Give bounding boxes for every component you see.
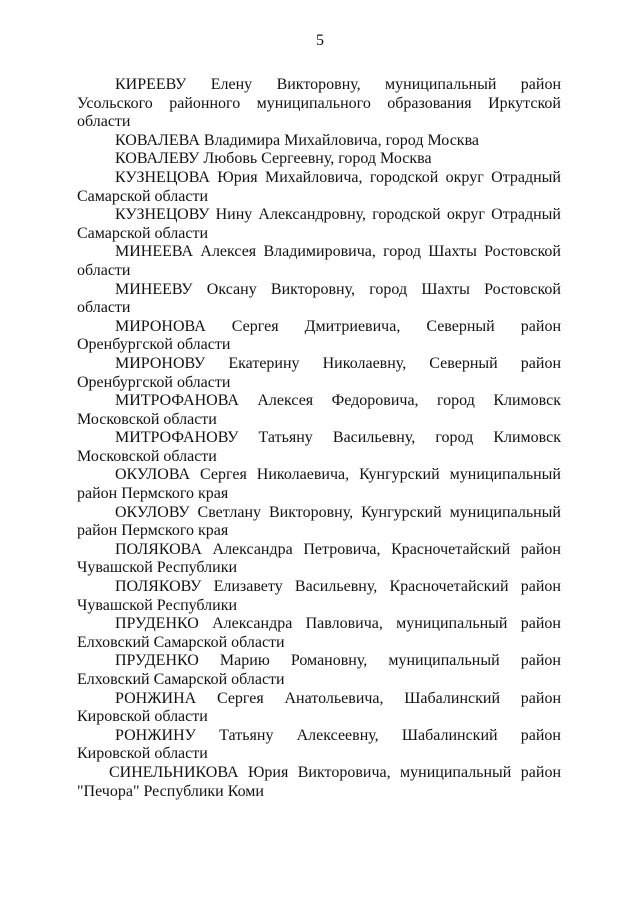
list-item-line: Чувашской Республики xyxy=(77,596,238,614)
list-item-line: Московской области xyxy=(77,410,217,428)
page-number: 5 xyxy=(316,32,324,49)
list-item-line: области xyxy=(77,299,131,317)
list-item-line: МИНЕЕВА Алексея Владимировича, город Шахты Ростовской xyxy=(115,243,561,261)
list-item-line: КОВАЛЕВА Владимира Михайловича, город Москва xyxy=(115,131,480,149)
list-item-line: Елховский Самарской области xyxy=(77,633,285,651)
list-item-line: район Пермского края xyxy=(77,522,229,540)
list-item-line: РОНЖИНУ Татьяну Алексеевну, Шабалинский район xyxy=(115,726,561,744)
list-item xyxy=(77,318,561,355)
list-item-line: области xyxy=(77,261,131,279)
list-item xyxy=(77,578,561,615)
list-item-line: КУЗНЕЦОВУ Нину Александровну, городской округ Отрадный xyxy=(115,206,561,224)
list-item-line: Самарской области xyxy=(77,187,208,205)
list-item-line: МИТРОФАНОВА Алексея Федоровича, город Климовск xyxy=(115,392,561,410)
list-item-line: КОВАЛЕВУ Любовь Сергеевну, город Москва xyxy=(115,150,432,168)
list-item-line: ПРУДЕНКО Александра Павловича, муниципальный район xyxy=(115,615,561,633)
list-item xyxy=(77,541,561,578)
list-item-line: МИТРОФАНОВУ Татьяну Васильевну, город Климовск xyxy=(115,429,561,447)
list-item-line: РОНЖИНА Сергея Анатольевича, Шабалинский район xyxy=(115,689,561,707)
list-item-line: ОКУЛОВУ Светлану Викторовну, Кунгурский муниципальный xyxy=(115,503,561,521)
list-item xyxy=(77,652,561,689)
list-item-line: КИРЕЕВУ Елену Викторовну, муниципальный район xyxy=(115,76,561,93)
list-item-line: Самарской области xyxy=(77,224,208,242)
list-item xyxy=(77,206,561,243)
list-item-line: ОКУЛОВА Сергея Николаевича, Кунгурский муниципальный xyxy=(115,466,561,484)
list-item xyxy=(77,764,561,801)
list-item-line: СИНЕЛЬНИКОВА Юрия Викторовича, муниципальный район xyxy=(109,763,561,781)
list-item xyxy=(77,243,561,280)
list-item-line: Кировской области xyxy=(77,708,208,726)
list-item-line: ПОЛЯКОВУ Елизавету Васильевну, Красночетайский район xyxy=(115,578,561,596)
list-item xyxy=(77,169,561,206)
list-item xyxy=(77,466,561,503)
list-item-line: Усольского районного муниципального образования Иркутской xyxy=(77,94,561,112)
list-item-line: ПРУДЕНКО Марию Романовну, муниципальный район xyxy=(115,652,561,670)
list-item xyxy=(77,727,561,764)
list-item xyxy=(77,76,561,132)
list-item xyxy=(77,132,561,151)
list-item xyxy=(77,504,561,541)
list-item xyxy=(77,690,561,727)
list-item-line: МИРОНОВА Сергея Дмитриевича, Северный район xyxy=(115,317,561,335)
list-item-line: Елховский Самарской области xyxy=(77,671,285,688)
list-item-line: области xyxy=(77,113,131,131)
list-item-line: район Пермского края xyxy=(77,485,229,503)
list-item xyxy=(77,429,561,466)
list-item xyxy=(77,392,561,429)
list-item-line: МИНЕЕВУ Оксану Викторовну, город Шахты Ростовской xyxy=(115,280,561,298)
list-item xyxy=(77,355,561,392)
list-item-line: КУЗНЕЦОВА Юрия Михайловича, городской округ Отрадный xyxy=(115,168,561,186)
list-item-line: Кировской области xyxy=(77,745,208,763)
list-item-line: "Печора" Республики Коми xyxy=(77,782,264,800)
list-item-line: ПОЛЯКОВА Александра Петровича, Красночетайский район xyxy=(115,540,561,558)
list-item xyxy=(77,281,561,318)
list-item xyxy=(77,150,561,169)
list-item-line: Оренбургской области xyxy=(77,336,231,354)
list-item-line: Чувашской Республики xyxy=(77,559,238,577)
list-item-line: Оренбургской области xyxy=(77,373,231,391)
list-item xyxy=(77,615,561,652)
award-list xyxy=(77,76,561,801)
list-item-line: МИРОНОВУ Екатерину Николаевну, Северный район xyxy=(115,354,561,372)
list-item-line: Московской области xyxy=(77,447,217,465)
